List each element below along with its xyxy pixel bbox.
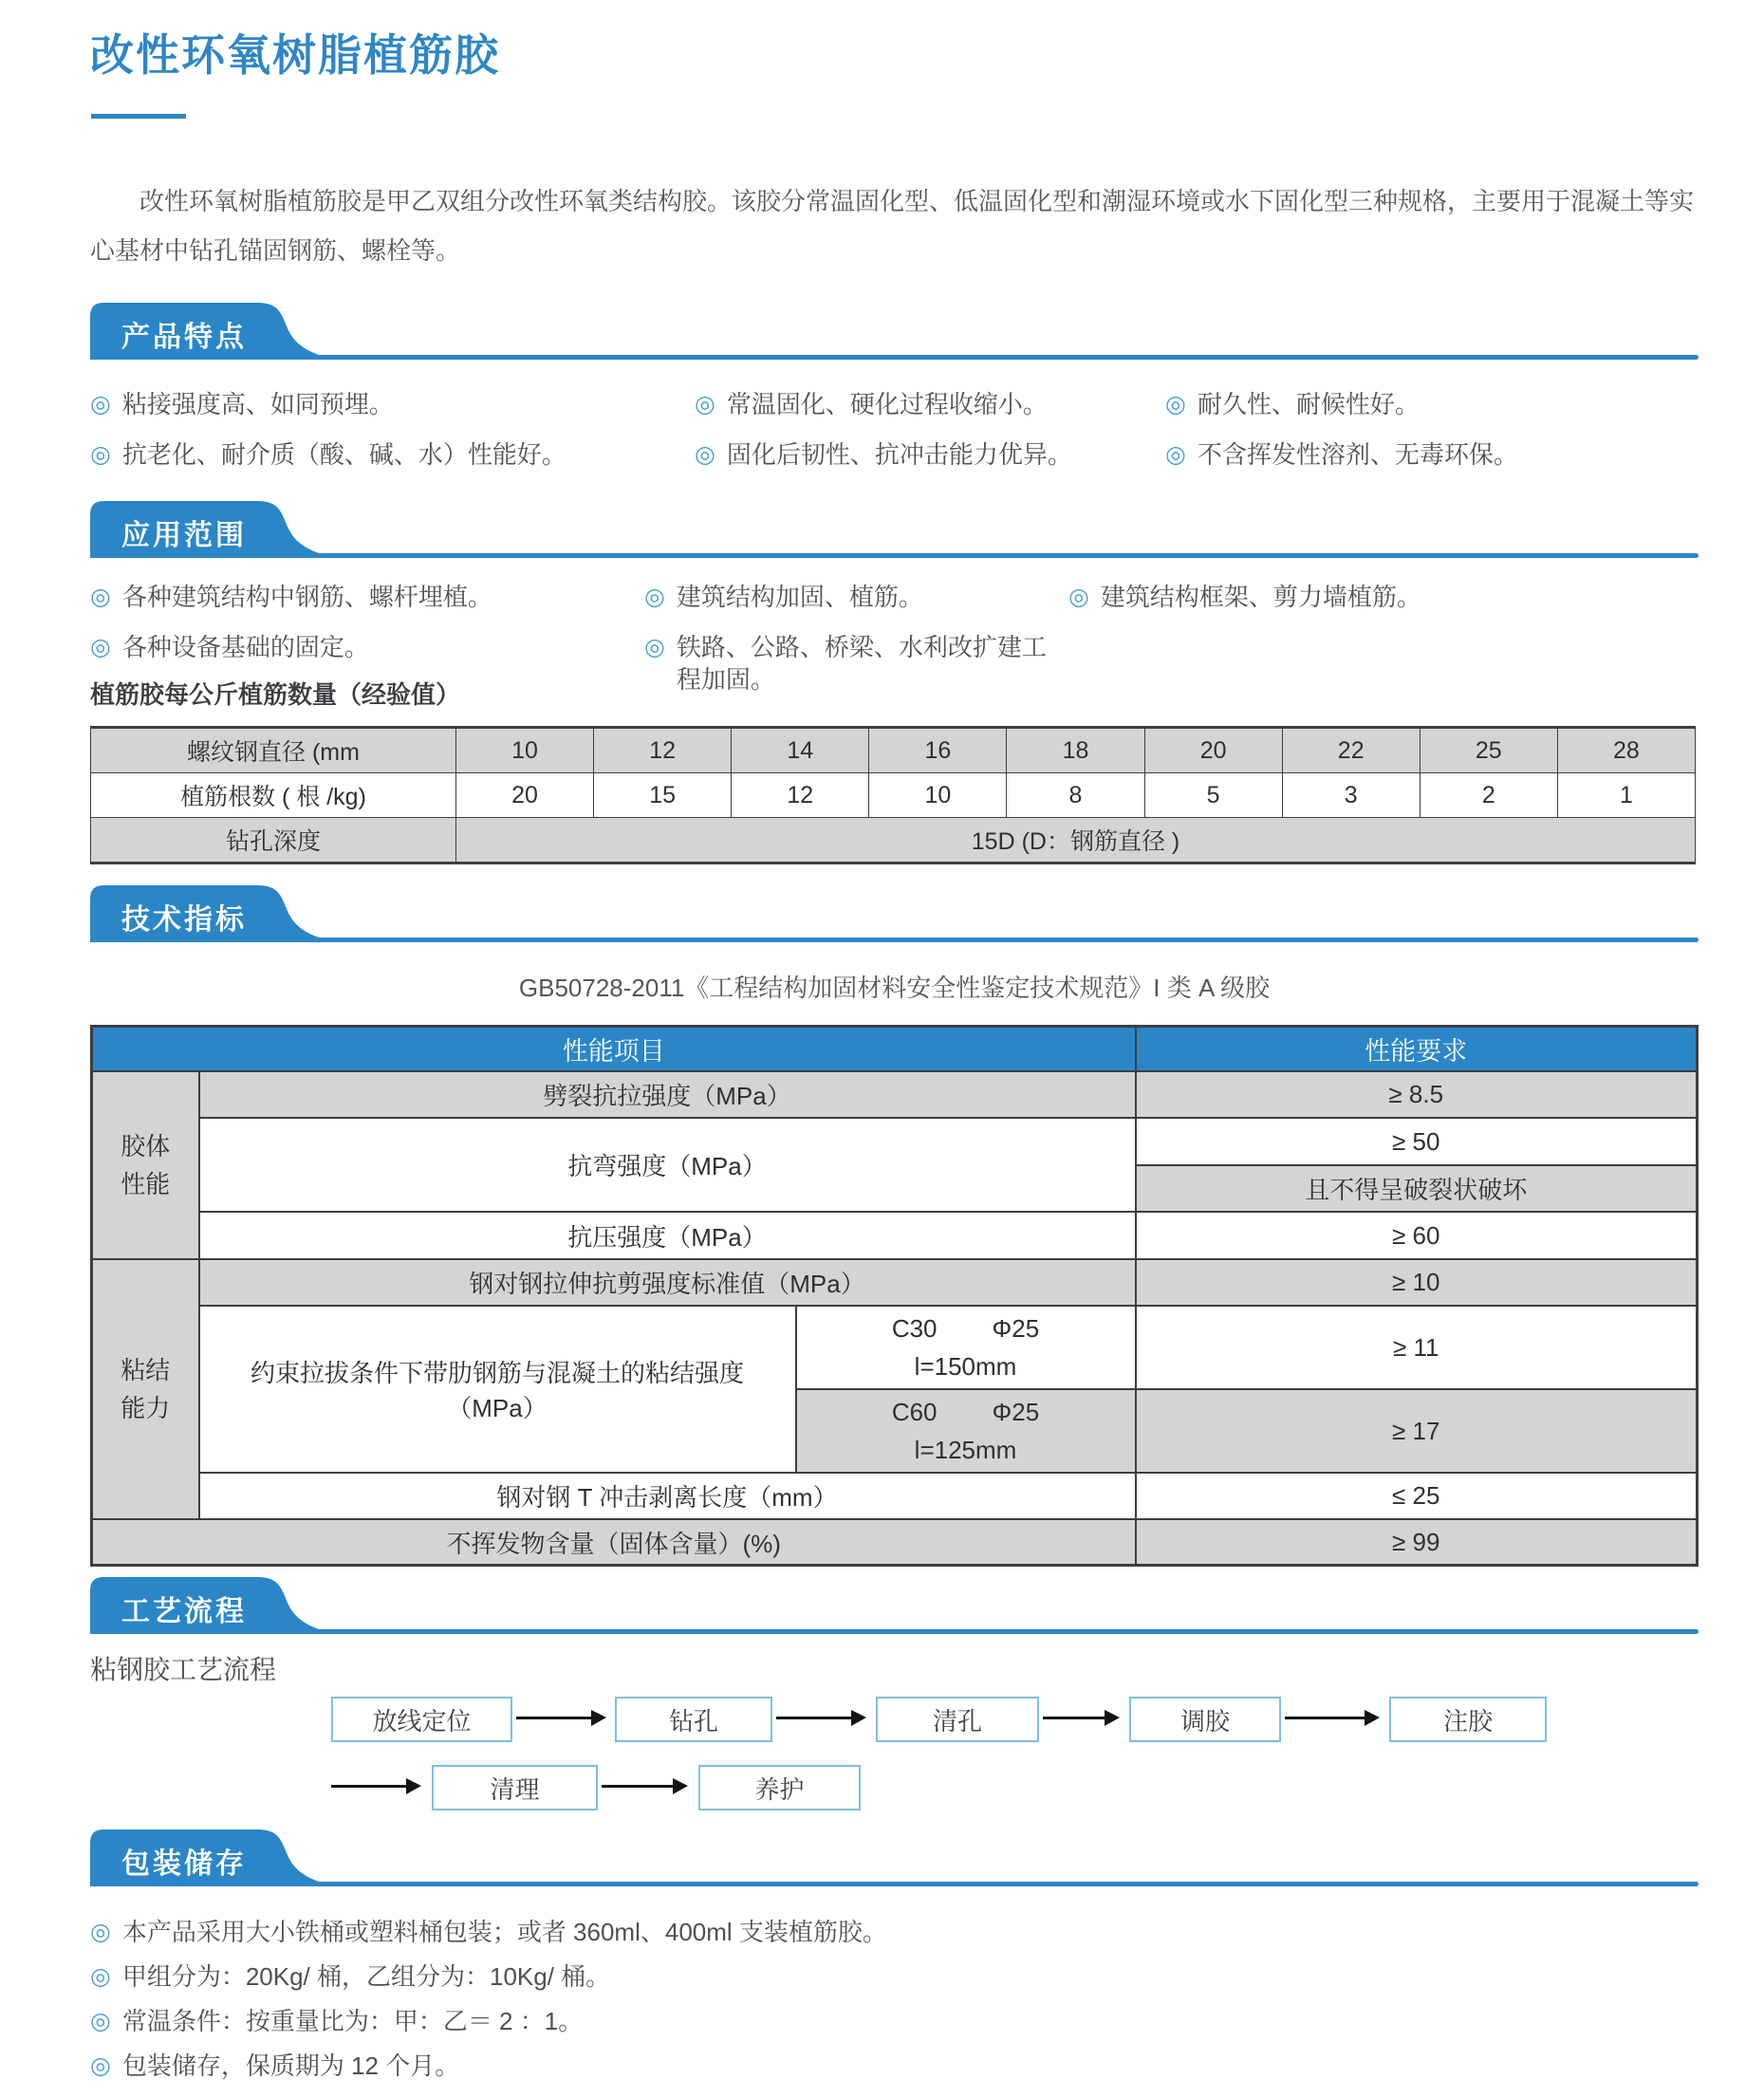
dosage-table [90, 726, 1696, 864]
group-cell-body: 胶体性能 [92, 1071, 199, 1259]
packaging-text: 常温条件：按重量比为：甲：乙＝ 2 ：1。 [121, 2006, 584, 2035]
count-value-cell: 3 [1282, 773, 1420, 818]
packaging-list [90, 1909, 1699, 2088]
section-rule [90, 938, 1699, 942]
feature-text: 耐久性、耐候性好。 [1197, 390, 1420, 418]
page-title: 改性环氧树脂植筋胶 [90, 30, 500, 80]
ring-bullet-icon: ◎ [90, 2007, 111, 2034]
application-text: 建筑结构框架、剪力墙植筋。 [1100, 583, 1421, 611]
section-tab-features [90, 303, 327, 358]
diameter-value-cell: 25 [1420, 728, 1557, 773]
process-label: 粘钢胶工艺流程 [90, 1655, 277, 1684]
diameter-value-cell: 10 [456, 728, 594, 773]
item-cell: 抗压强度（MPa） [199, 1212, 1136, 1259]
item-cell: 抗弯强度（MPa） [199, 1118, 1136, 1212]
packaging-text: 甲组分为：20Kg/ 桶，乙组分为：10Kg/ 桶。 [121, 1961, 611, 1991]
ring-bullet-icon: ◎ [90, 1918, 111, 1945]
count-value-cell: 5 [1144, 773, 1282, 818]
ring-bullet-icon: ◎ [90, 584, 111, 610]
list-item [90, 581, 644, 613]
flow-step-box: 注胶 [1389, 1697, 1547, 1742]
flow-step-box: 养护 [698, 1765, 861, 1810]
item-cell: 钢对钢 T 冲击剥离长度（mm） [199, 1473, 1136, 1519]
req-cell: ≥ 11 [1136, 1306, 1698, 1389]
count-value-cell: 15 [594, 773, 732, 818]
section-heading: 包装储存 [121, 1848, 247, 1880]
dosage-caption: 植筋胶每公斤植筋数量（经验值） [90, 680, 461, 709]
feature-text: 不含挥发性溶剂、无毒环保。 [1197, 440, 1518, 469]
item-cell-bond: 约束拉拔条件下带肋钢筋与混凝土的粘结强度（MPa） [199, 1306, 796, 1473]
ring-bullet-icon: ◎ [90, 634, 111, 660]
section-tab-applications [90, 501, 327, 556]
diameter-value-cell: 16 [869, 728, 1007, 773]
ring-bullet-icon: ◎ [695, 441, 715, 468]
ring-bullet-icon: ◎ [644, 634, 665, 660]
table-header-row [92, 1027, 1698, 1072]
intro-paragraph: 改性环氧树脂植筋胶是甲乙双组分改性环氧类结构胶。该胶分常温固化型、低温固化型和潮湿环境或水下固化型三种规格，主要用于混凝土等实心基材中钻孔锚固钢筋、螺栓等。 [90, 187, 1695, 265]
table-row [92, 1259, 1698, 1306]
item-cell: 不挥发物含量（固体含量）(%) [92, 1519, 1136, 1566]
table-row [92, 1473, 1698, 1519]
count-value-cell: 12 [732, 773, 869, 818]
table-row [92, 1306, 1698, 1389]
list-item [1165, 438, 1699, 471]
ring-bullet-icon: ◎ [90, 441, 111, 468]
section-technical [90, 885, 1699, 1567]
feature-text: 常温固化、硬化过程收缩小。 [726, 390, 1048, 418]
ring-bullet-icon: ◎ [90, 391, 111, 418]
list-item [644, 581, 1068, 613]
feature-text: 粘接强度高、如同预埋。 [121, 390, 394, 418]
list-item [695, 438, 1165, 471]
diameter-value-cell: 20 [1144, 728, 1282, 773]
table-row [92, 1118, 1698, 1165]
req-note-cell: 且不得呈破裂状破坏 [1136, 1165, 1698, 1212]
count-label-cell: 植筋根数 ( 根 /kg) [91, 773, 456, 818]
ring-bullet-icon: ◎ [1068, 584, 1089, 610]
list-item [90, 2043, 1699, 2088]
count-value-cell: 8 [1007, 773, 1144, 818]
title-underline-dash [91, 114, 186, 119]
table-row [92, 1519, 1698, 1566]
packaging-text: 包装储存，保质期为 12 个月。 [121, 2051, 460, 2080]
req-cell: ≥ 10 [1136, 1259, 1698, 1306]
features-list [90, 388, 1699, 471]
ring-bullet-icon: ◎ [695, 391, 715, 418]
ring-bullet-icon: ◎ [644, 584, 665, 610]
diameter-value-cell: 22 [1282, 728, 1420, 773]
application-text: 各种建筑结构中钢筋、螺杆埋植。 [121, 583, 492, 611]
req-cell: ≥ 60 [1136, 1212, 1698, 1259]
section-heading: 应用范围 [121, 520, 247, 551]
item-cell: 钢对钢拉伸抗剪强度标准值（MPa） [199, 1259, 1136, 1306]
req-cell: ≥ 8.5 [1136, 1071, 1698, 1118]
section-rule [90, 553, 1699, 558]
section-tab-process [90, 1577, 327, 1632]
flow-arrow-icon [602, 1785, 674, 1788]
group-cell-bond: 粘结能力 [92, 1259, 199, 1519]
list-item [90, 1998, 1699, 2043]
section-process [90, 1577, 1699, 1839]
standard-reference: GB50728-2011《工程结构加固材料安全性鉴定技术规范》I 类 A 级胶 [518, 974, 1271, 1002]
item-cell: 劈裂抗拉强度（MPa） [199, 1071, 1136, 1118]
grade-value: C30 [891, 1314, 938, 1343]
table-row-diameter [91, 728, 1696, 773]
length-value: l=125mm [914, 1436, 1017, 1464]
section-tab-technical [90, 885, 327, 940]
application-text: 铁路、公路、桥梁、水利改扩建工程加固。 [676, 633, 1047, 694]
count-value-cell: 2 [1420, 773, 1557, 818]
diameter-label-cell: 螺纹钢直径 (mm [91, 728, 456, 773]
length-value: l=150mm [914, 1352, 1017, 1381]
flow-step-box: 调胶 [1129, 1697, 1281, 1742]
section-rule [90, 1882, 1699, 1886]
flow-arrow-icon [331, 1785, 407, 1788]
condition-cell [796, 1389, 1136, 1473]
section-heading: 工艺流程 [121, 1596, 247, 1627]
diameter-value-cell: 12 [594, 728, 732, 773]
flow-arrow-icon [1043, 1717, 1105, 1719]
list-item [695, 388, 1165, 420]
section-heading: 产品特点 [121, 322, 247, 353]
count-value-cell: 10 [869, 773, 1007, 818]
feature-text: 固化后韧性、抗冲击能力优异。 [726, 440, 1072, 469]
flow-arrow-icon [776, 1717, 852, 1719]
diameter-value-cell: 28 [1557, 728, 1695, 773]
flow-arrow-icon [1285, 1717, 1365, 1719]
req-cell: ≥ 50 [1136, 1118, 1698, 1165]
feature-text: 抗老化、耐介质（酸、碱、水）性能好。 [121, 440, 566, 469]
list-item [1165, 388, 1699, 420]
table-row [92, 1071, 1698, 1118]
flow-arrow-icon [516, 1717, 592, 1719]
list-item [1068, 581, 1699, 613]
count-value-cell: 1 [1557, 773, 1695, 818]
diameter-value: Φ25 [992, 1398, 1040, 1426]
section-packaging [90, 1829, 1699, 2088]
count-value-cell: 20 [456, 773, 594, 818]
ring-bullet-icon: ◎ [1165, 441, 1186, 468]
section-features [90, 303, 1699, 471]
grade-value: C60 [891, 1398, 938, 1426]
ring-bullet-icon: ◎ [1165, 391, 1186, 418]
flow-step-box: 钻孔 [615, 1697, 772, 1742]
section-tab-packaging [90, 1829, 327, 1884]
flow-step-box: 清理 [432, 1765, 598, 1810]
dosage-block [90, 676, 1699, 864]
depth-label-cell: 钻孔深度 [91, 818, 456, 863]
list-item [90, 438, 695, 471]
section-rule [90, 355, 1699, 360]
technical-table [90, 1025, 1699, 1567]
list-item [90, 388, 695, 420]
req-cell: ≥ 17 [1136, 1389, 1698, 1473]
flow-step-box: 放线定位 [331, 1697, 512, 1742]
list-item [90, 1954, 1699, 1998]
table-row [92, 1212, 1698, 1259]
flow-step-box: 清孔 [876, 1697, 1039, 1742]
list-item [90, 1909, 1699, 1954]
table-row-depth [91, 818, 1696, 863]
packaging-text: 本产品采用大小铁桶或塑料桶包装；或者 360ml、400ml 支装植筋胶。 [121, 1917, 887, 1946]
condition-cell [796, 1306, 1136, 1389]
req-cell: ≤ 25 [1136, 1473, 1698, 1519]
application-text: 各种设备基础的固定。 [121, 633, 369, 661]
table-row-counts [91, 773, 1696, 818]
section-heading: 技术指标 [121, 904, 247, 936]
process-flowchart [90, 1697, 1699, 1839]
application-text: 建筑结构加固、植筋。 [676, 583, 923, 611]
ring-bullet-icon: ◎ [90, 1962, 111, 1990]
header-req-cell: 性能要求 [1136, 1027, 1698, 1072]
ring-bullet-icon: ◎ [90, 2052, 111, 2079]
diameter-value-cell: 18 [1007, 728, 1144, 773]
diameter-value-cell: 14 [732, 728, 869, 773]
depth-value-cell: 15D (D：钢筋直径 ) [456, 818, 1696, 863]
header-item-cell: 性能项目 [92, 1027, 1136, 1072]
diameter-value: Φ25 [992, 1314, 1040, 1343]
req-cell: ≥ 99 [1136, 1519, 1698, 1566]
section-applications [90, 501, 1699, 696]
section-rule [90, 1629, 1699, 1634]
